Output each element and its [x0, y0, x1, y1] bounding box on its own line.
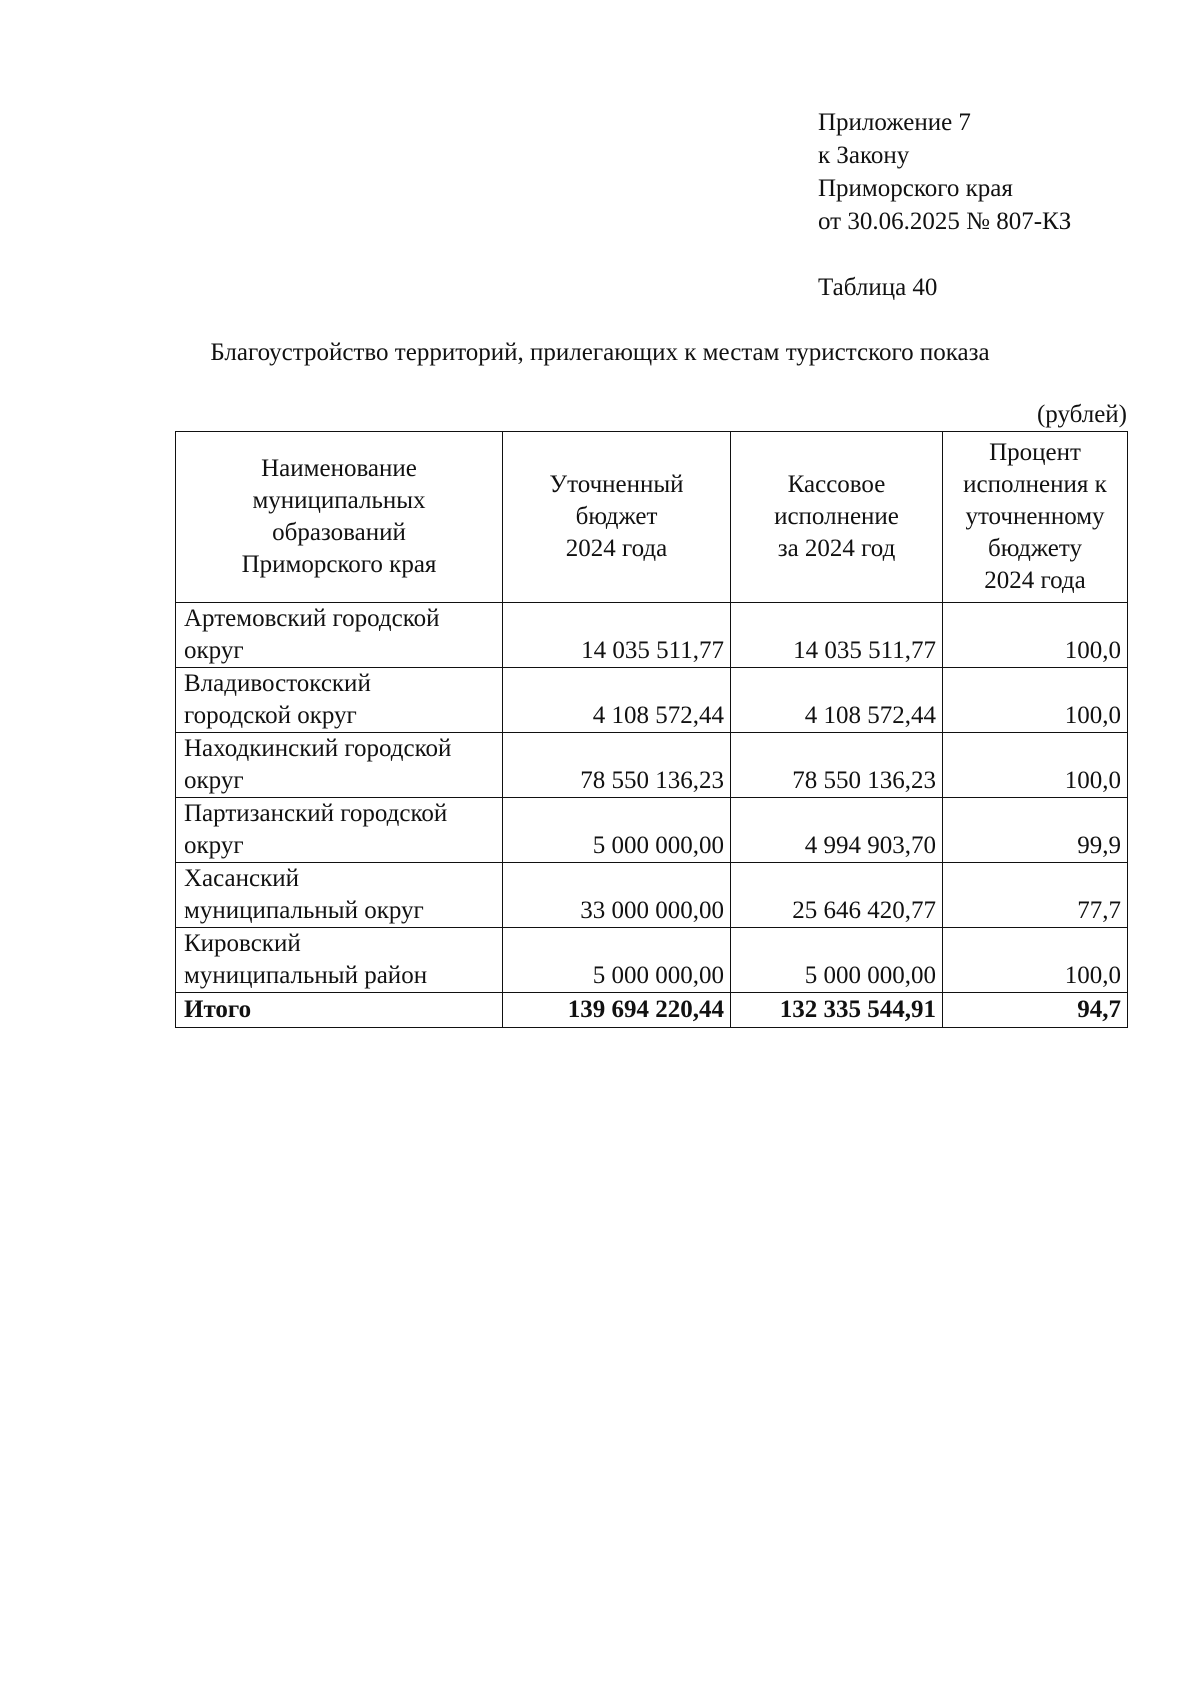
budget-table — [175, 431, 1128, 1028]
appendix-line: Приморского края — [818, 175, 1013, 202]
table-row — [176, 733, 1128, 798]
row-executed: 4 108 572,44 — [731, 668, 943, 733]
total-executed: 132 335 544,91 — [731, 993, 943, 1028]
unit-label: (рублей) — [1036, 401, 1127, 428]
appendix-block — [818, 106, 1071, 238]
row-percent: 99,9 — [943, 798, 1128, 863]
table-row — [176, 603, 1128, 668]
header-name: Наименование муниципальных образований Приморского края — [176, 432, 503, 603]
header-budget: Уточненный бюджет 2024 года — [503, 432, 731, 603]
row-executed: 14 035 511,77 — [731, 603, 943, 668]
row-percent: 100,0 — [943, 668, 1128, 733]
row-executed: 5 000 000,00 — [731, 928, 943, 993]
document-title: Благоустройство территорий, прилегающих к местам туристского показа — [210, 339, 990, 366]
row-budget: 5 000 000,00 — [503, 928, 731, 993]
row-name: Владивостокский городской округ — [176, 668, 503, 733]
total-row — [176, 993, 1128, 1028]
appendix-line: к Закону — [818, 142, 910, 169]
row-percent: 100,0 — [943, 603, 1128, 668]
row-name: Хасанский муниципальный округ — [176, 863, 503, 928]
table-row — [176, 668, 1128, 733]
row-name: Кировский муниципальный район — [176, 928, 503, 993]
appendix-line: Приложение 7 — [818, 109, 971, 136]
row-executed: 78 550 136,23 — [731, 733, 943, 798]
row-name: Артемовский городской округ — [176, 603, 503, 668]
row-budget: 33 000 000,00 — [503, 863, 731, 928]
row-name: Находкинский городской округ — [176, 733, 503, 798]
row-percent: 77,7 — [943, 863, 1128, 928]
header-executed: Кассовое исполнение за 2024 год — [731, 432, 943, 603]
row-name: Партизанский городской округ — [176, 798, 503, 863]
appendix-line: от 30.06.2025 № 807-КЗ — [818, 208, 1072, 235]
row-budget: 14 035 511,77 — [503, 603, 731, 668]
table-header-row — [176, 432, 1128, 603]
total-name: Итого — [176, 993, 503, 1028]
row-executed: 4 994 903,70 — [731, 798, 943, 863]
table-row — [176, 928, 1128, 993]
total-percent: 94,7 — [943, 993, 1128, 1028]
header-percent: Процент исполнения к уточненному бюджету 2024 года — [943, 432, 1128, 603]
row-budget: 78 550 136,23 — [503, 733, 731, 798]
row-percent: 100,0 — [943, 733, 1128, 798]
row-budget: 4 108 572,44 — [503, 668, 731, 733]
row-percent: 100,0 — [943, 928, 1128, 993]
row-executed: 25 646 420,77 — [731, 863, 943, 928]
table-row — [176, 863, 1128, 928]
total-budget: 139 694 220,44 — [503, 993, 731, 1028]
table-row — [176, 798, 1128, 863]
table-number: Таблица 40 — [818, 274, 938, 301]
row-budget: 5 000 000,00 — [503, 798, 731, 863]
